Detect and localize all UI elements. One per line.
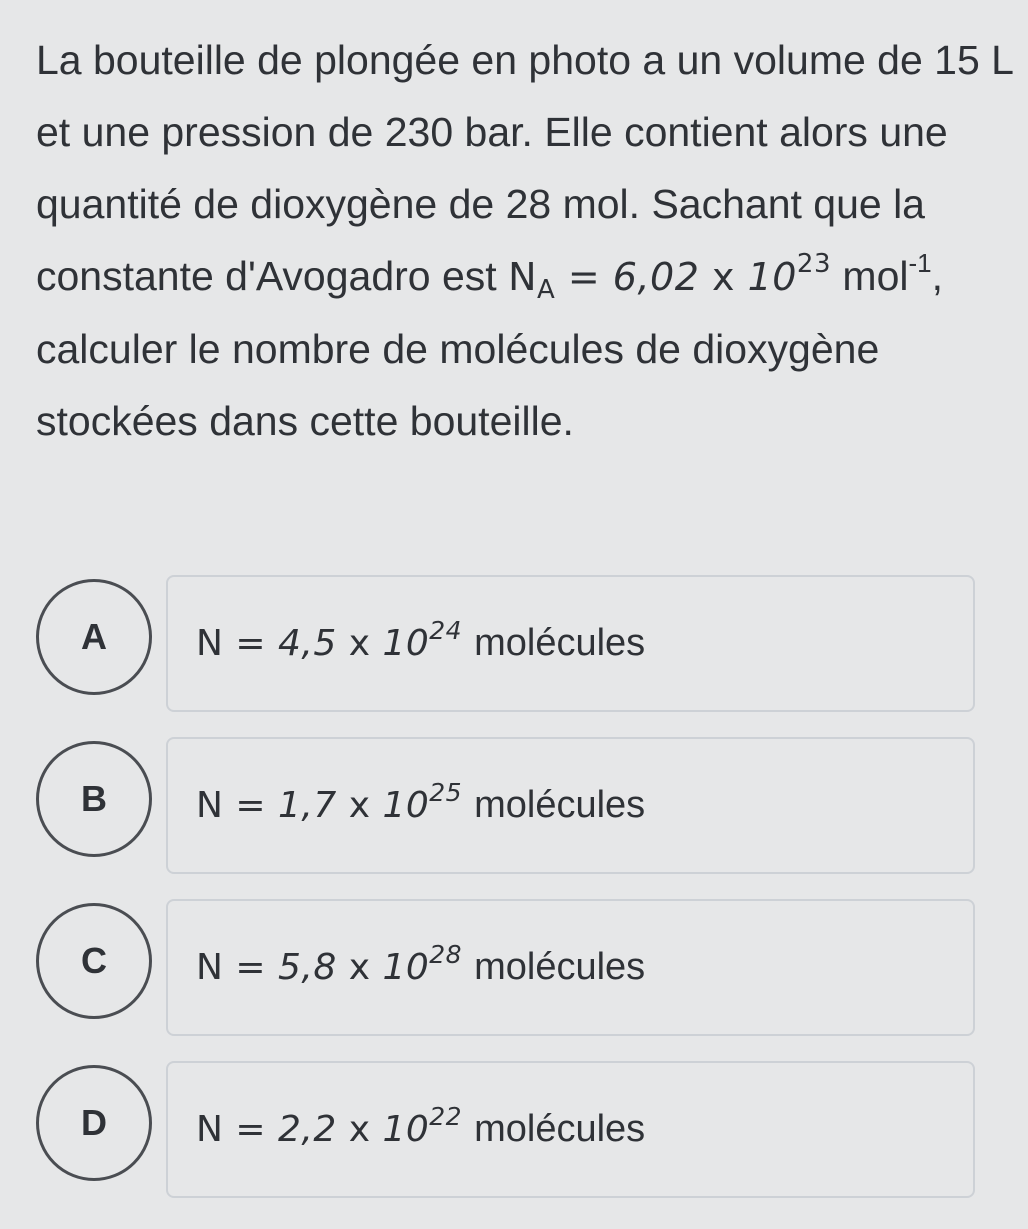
option-b-box[interactable] bbox=[166, 737, 975, 874]
option-c-box[interactable] bbox=[166, 899, 975, 1036]
option-a-base: 10 bbox=[382, 623, 430, 664]
option-c-lhs: N bbox=[196, 947, 224, 988]
avogadro-times: x bbox=[699, 255, 748, 299]
option-d-lhs: N bbox=[196, 1109, 224, 1150]
option-d-unit: molécules bbox=[474, 1108, 646, 1150]
avogadro-unit-exponent: -1 bbox=[908, 248, 932, 278]
option-a-exponent: 24 bbox=[429, 616, 463, 645]
option-d[interactable] bbox=[0, 1061, 1028, 1199]
option-b-formula bbox=[196, 778, 463, 826]
option-b-eq: = bbox=[223, 785, 278, 826]
option-d-letter-circle[interactable]: D bbox=[36, 1065, 152, 1181]
option-c-base: 10 bbox=[382, 947, 430, 988]
option-a-box[interactable] bbox=[166, 575, 975, 712]
avogadro-equals: = bbox=[555, 255, 613, 299]
option-b-times: x bbox=[336, 785, 383, 826]
option-d-exponent: 22 bbox=[429, 1102, 463, 1131]
option-d-base: 10 bbox=[382, 1109, 430, 1150]
avogadro-constant bbox=[508, 249, 832, 305]
avogadro-unit-base: mol bbox=[842, 253, 909, 299]
option-c-exponent: 28 bbox=[429, 940, 463, 969]
option-a-eq: = bbox=[223, 623, 278, 664]
avogadro-mantissa: 6,02 bbox=[612, 255, 700, 299]
question-part-1: La bouteille de plongée en photo a un volume de 15 L et une pression de 230 bar. Elle contient alors une quantité de dioxygène de 28 mol. Sachant que la constante d'Avogadro est bbox=[36, 37, 1013, 299]
option-d-mantissa: 2,2 bbox=[278, 1109, 337, 1150]
option-d-eq: = bbox=[223, 1109, 278, 1150]
option-b-unit: molécules bbox=[474, 784, 646, 826]
option-d-formula bbox=[196, 1102, 463, 1150]
option-a-letter-circle[interactable]: A bbox=[36, 579, 152, 695]
option-b-letter-circle[interactable]: B bbox=[36, 741, 152, 857]
option-c-formula bbox=[196, 940, 463, 988]
option-d-times: x bbox=[336, 1109, 383, 1150]
option-b-exponent: 25 bbox=[429, 778, 463, 807]
option-a-mantissa: 4,5 bbox=[278, 623, 337, 664]
option-b[interactable] bbox=[0, 737, 1028, 875]
question-part-2: , calculer le nombre de molécules de dioxygène stockées dans cette bouteille. bbox=[36, 253, 944, 444]
question-text bbox=[36, 24, 1016, 457]
option-c-letter-circle[interactable]: C bbox=[36, 903, 152, 1019]
option-b-base: 10 bbox=[382, 785, 430, 826]
avogadro-unit bbox=[842, 248, 932, 299]
option-a-unit: molécules bbox=[474, 622, 646, 664]
option-a-lhs: N bbox=[196, 623, 224, 664]
option-d-box[interactable] bbox=[166, 1061, 975, 1198]
option-c[interactable] bbox=[0, 899, 1028, 1037]
option-b-mantissa: 1,7 bbox=[278, 785, 337, 826]
option-a[interactable] bbox=[0, 575, 1028, 713]
option-b-lhs: N bbox=[196, 785, 224, 826]
option-c-mantissa: 5,8 bbox=[278, 947, 337, 988]
avogadro-base: 10 bbox=[747, 255, 797, 299]
option-c-eq: = bbox=[223, 947, 278, 988]
option-c-unit: molécules bbox=[474, 946, 646, 988]
avogadro-subscript: A bbox=[537, 275, 556, 305]
option-a-formula bbox=[196, 616, 463, 664]
option-a-times: x bbox=[336, 623, 383, 664]
avogadro-symbol: N bbox=[508, 255, 537, 299]
avogadro-exponent: 23 bbox=[796, 249, 832, 279]
option-c-times: x bbox=[336, 947, 383, 988]
